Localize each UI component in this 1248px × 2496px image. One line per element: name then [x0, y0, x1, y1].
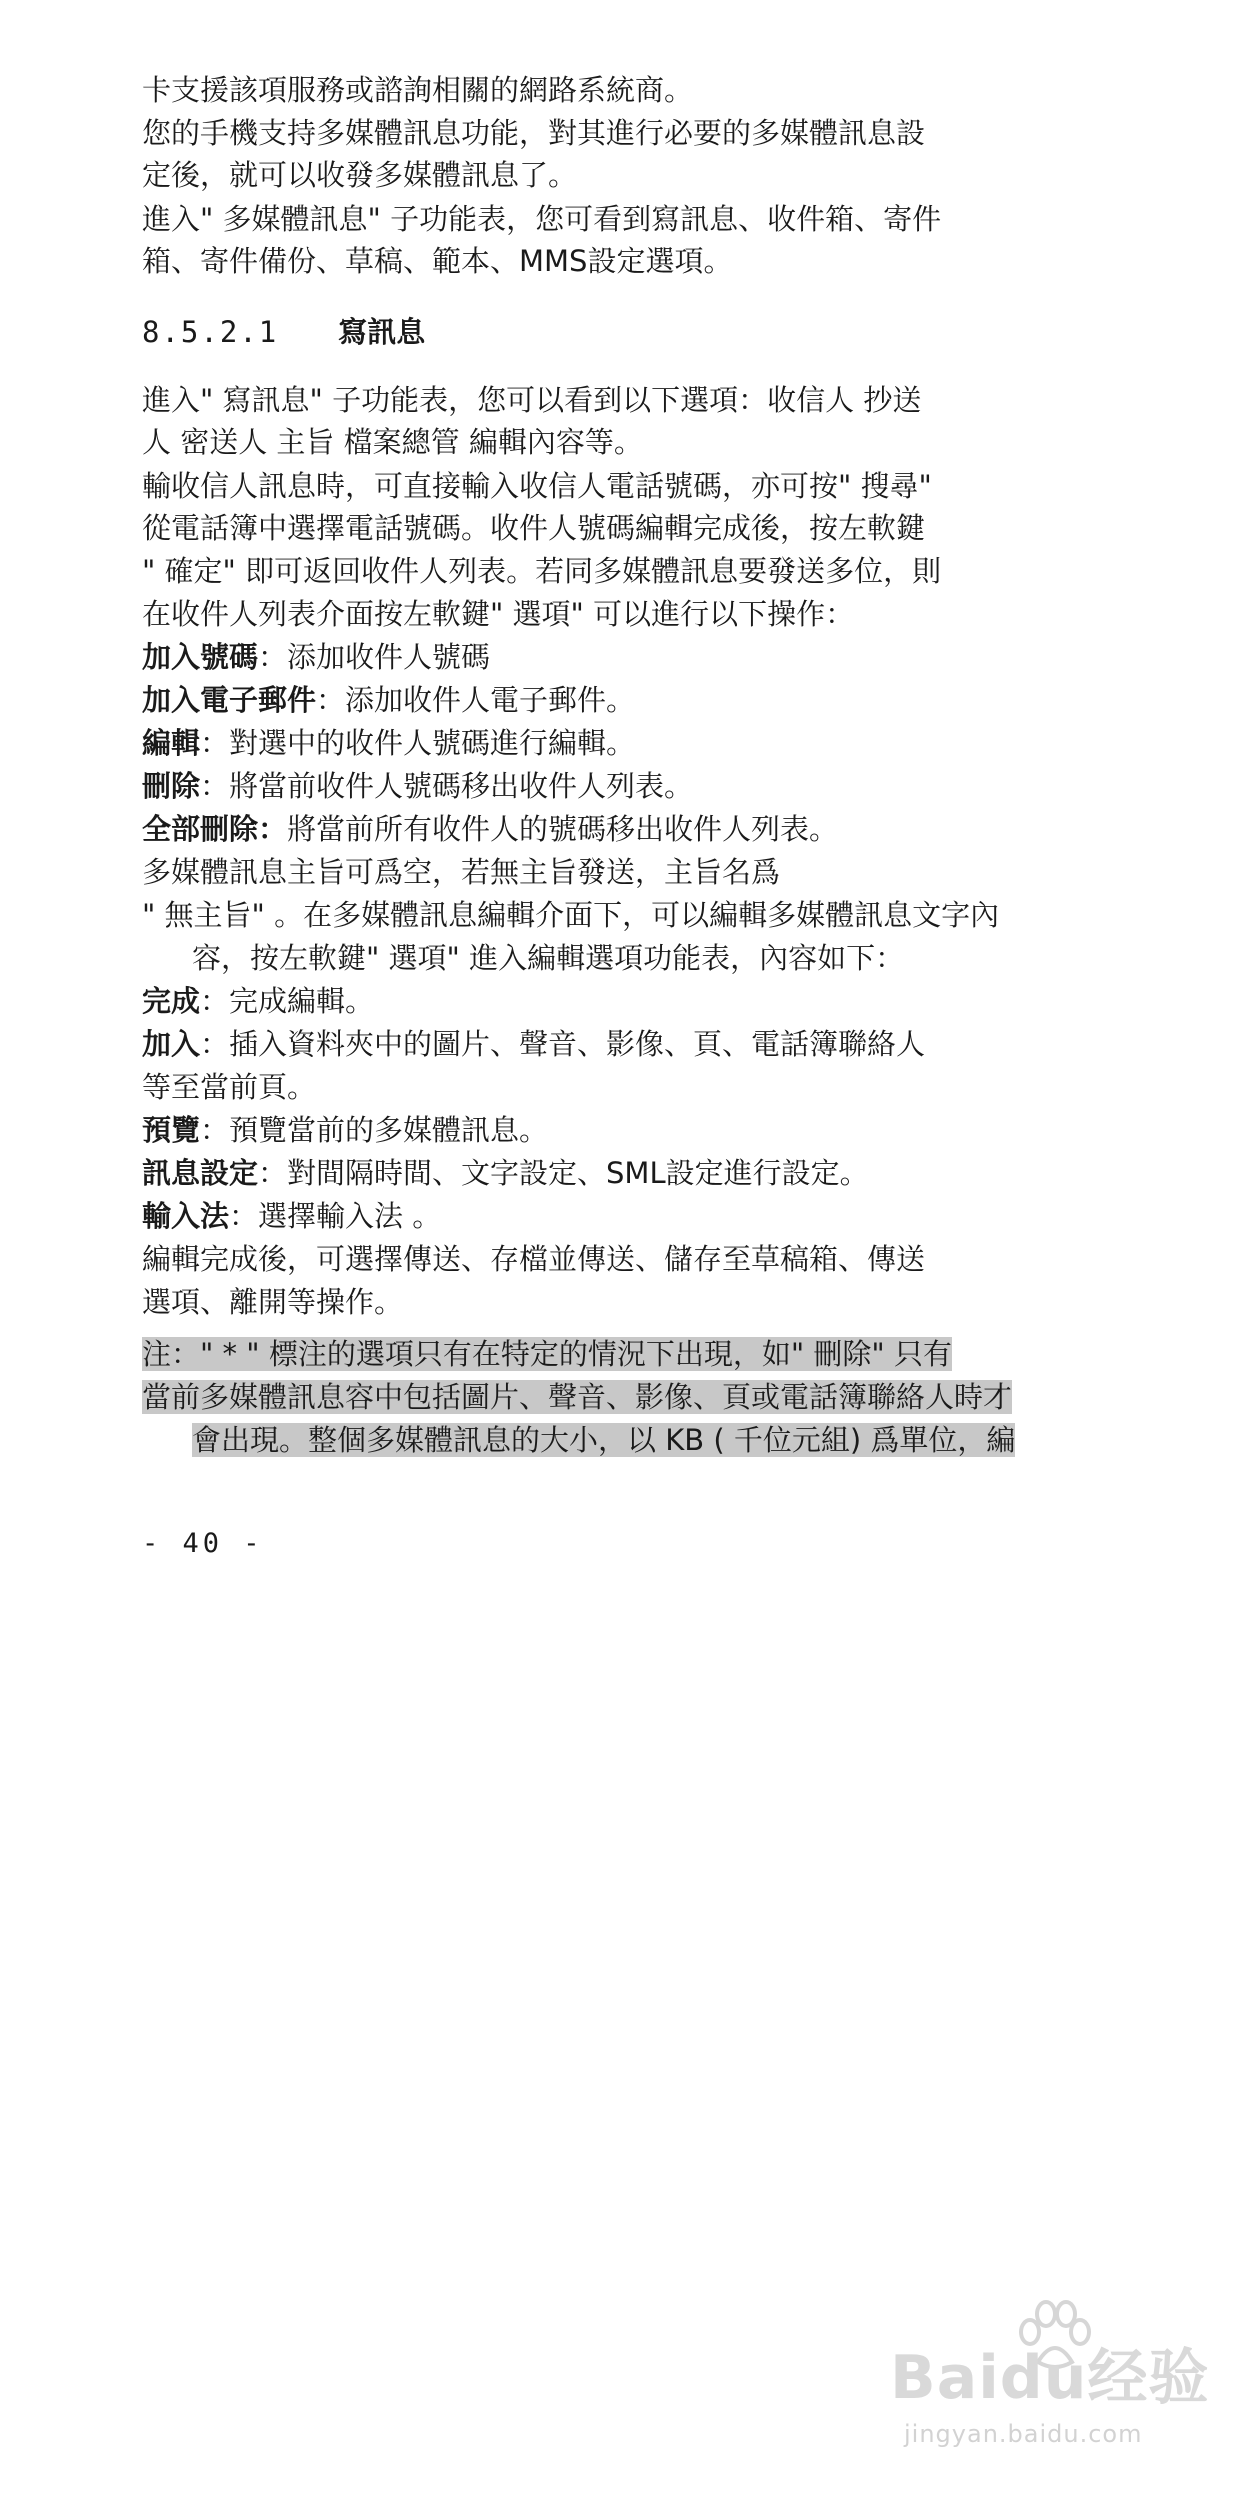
option-term: 加入電子郵件 — [142, 683, 317, 717]
option-term: 預覽 — [142, 1113, 201, 1147]
option-desc: ：添加收件人號碼 — [258, 640, 491, 674]
note-line — [142, 1334, 952, 1374]
text-line: 容，按左軟鍵" 選項" 進入編輯選項功能表，內容如下： — [192, 941, 905, 975]
option-item — [142, 766, 693, 806]
text-line: 箱、寄件備份、草稿、範本、MMS設定選項。 — [142, 244, 733, 278]
text-line: 選項、離開等操作。 — [142, 1285, 404, 1319]
option-desc: ：插入資料夾中的圖片、聲音、影像、頁、電話簿聯絡人 — [200, 1027, 926, 1061]
note-highlight: 當前多媒體訊息容中包括圖片、聲音、影像、頁或電話簿聯絡人時才 — [142, 1380, 1013, 1414]
option-item — [142, 809, 838, 849]
watermark-logo-text: Baidu经验 — [890, 2343, 1210, 2413]
option-desc: ：預覽當前的多媒體訊息。 — [200, 1113, 549, 1147]
option-item — [142, 637, 490, 677]
option-desc: 等至當前頁。 — [142, 1070, 317, 1104]
text-line: " 確定" 即可返回收件人列表。若同多媒體訊息要發送多位，則 — [142, 554, 942, 588]
text-line: 卡支援該項服務或諮詢相關的網路系統商。 — [142, 73, 694, 107]
section-number: 8.5.2.1 — [142, 315, 279, 349]
option-item — [142, 1110, 548, 1150]
section-title: 寫訊息 — [338, 315, 426, 349]
option-item — [142, 1153, 869, 1193]
text-line: 進入" 多媒體訊息" 子功能表，您可看到寫訊息、收件箱、寄件 — [142, 202, 942, 236]
option-item — [142, 680, 635, 720]
option-term: 加入號碼 — [142, 640, 259, 674]
note-highlight: 會出現。整個多媒體訊息的大小，以 KB ( 千位元組) 爲單位，編 — [192, 1423, 1016, 1457]
option-term: 加入 — [142, 1027, 201, 1061]
text-line: 定後，就可以收發多媒體訊息了。 — [142, 158, 578, 192]
note-line — [192, 1420, 1015, 1460]
text-line: " 無主旨" 。在多媒體訊息編輯介面下，可以編輯多媒體訊息文字內 — [142, 898, 1000, 932]
text-line: 輸收信人訊息時，可直接輸入收信人電話號碼，亦可按" 搜尋" — [142, 469, 932, 503]
section-heading — [142, 312, 425, 352]
text-line: 進入" 寫訊息" 子功能表，您可以看到以下選項：收信人 抄送 — [142, 383, 922, 417]
watermark-url: jingyan.baidu.com — [904, 2420, 1143, 2448]
text-line: 人 密送人 主旨 檔案總管 編輯內容等。 — [142, 425, 643, 459]
option-term: 全部刪除： — [142, 812, 288, 846]
option-item — [142, 1024, 925, 1064]
text-line: 從電話簿中選擇電話號碼。收件人號碼編輯完成後，按左軟鍵 — [142, 511, 926, 545]
option-desc: ：選擇輸入法 。 — [229, 1199, 442, 1233]
option-item — [142, 723, 635, 763]
page-number: - 40 - — [142, 1528, 264, 1559]
option-desc: 將當前所有收件人的號碼移出收件人列表。 — [287, 812, 839, 846]
text-line: 在收件人列表介面按左軟鍵" 選項" 可以進行以下操作： — [142, 597, 855, 631]
option-term: 輸入法 — [142, 1199, 230, 1233]
option-desc: ：添加收件人電子郵件。 — [316, 683, 636, 717]
option-term: 編輯 — [142, 726, 201, 760]
text-line: 編輯完成後，可選擇傳送、存檔並傳送、儲存至草稿箱、傳送 — [142, 1242, 926, 1276]
option-item — [142, 1196, 441, 1236]
option-term: 完成 — [142, 984, 201, 1018]
text-line: 您的手機支持多媒體訊息功能，對其進行必要的多媒體訊息設 — [142, 116, 926, 150]
option-item — [142, 981, 374, 1021]
option-item — [142, 1067, 316, 1107]
option-desc: ：將當前收件人號碼移出收件人列表。 — [200, 769, 694, 803]
note-line — [142, 1377, 1012, 1417]
option-term: 訊息設定 — [142, 1156, 259, 1190]
option-term: 刪除 — [142, 769, 201, 803]
option-desc: ：對選中的收件人號碼進行編輯。 — [200, 726, 636, 760]
note-highlight: 注：" * " 標注的選項只有在特定的情況下出現，如" 刪除" 只有 — [142, 1337, 952, 1371]
baidu-watermark — [890, 2330, 1220, 2470]
text-line: 多媒體訊息主旨可爲空，若無主旨發送，主旨名爲 — [142, 855, 781, 889]
option-desc: ：完成編輯。 — [200, 984, 375, 1018]
option-desc: ：對間隔時間、文字設定、SML設定進行設定。 — [258, 1156, 869, 1190]
